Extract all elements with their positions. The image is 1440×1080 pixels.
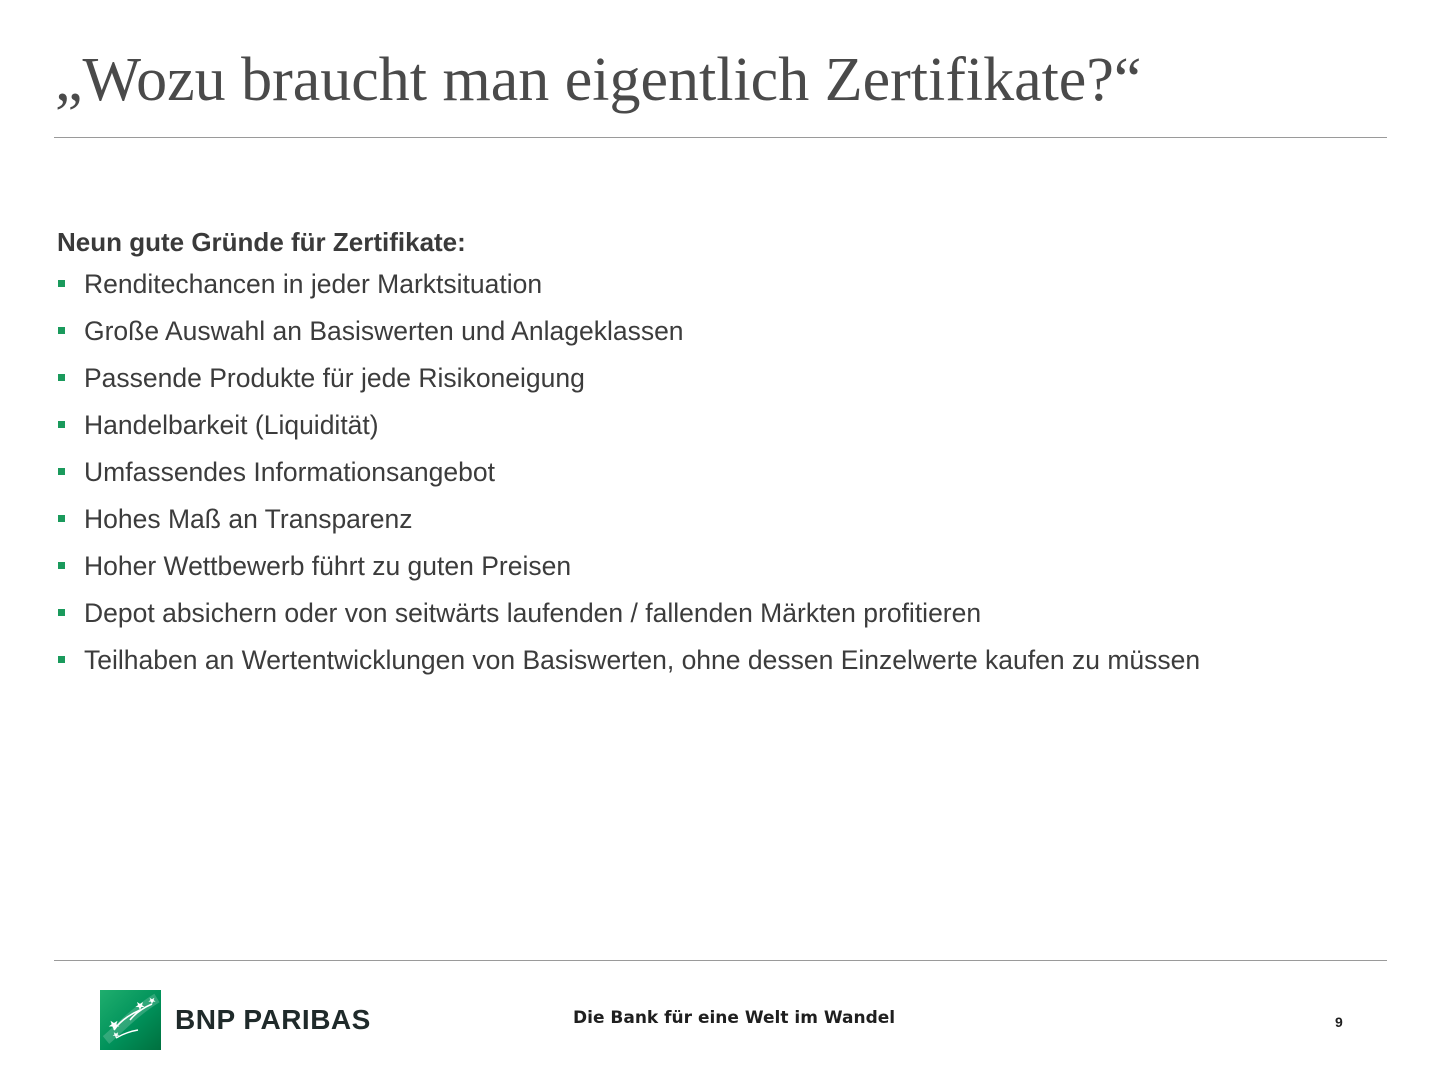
list-item-text: Umfassendes Informationsangebot (84, 456, 495, 487)
list-item (57, 495, 1377, 542)
list-item (57, 401, 1377, 448)
list-item (57, 542, 1377, 589)
list-item-text: Passende Produkte für jede Risikoneigung (84, 362, 585, 393)
list-item (57, 307, 1377, 354)
brand-logo (100, 990, 371, 1050)
list-item (57, 354, 1377, 401)
square-bullet-icon (58, 374, 65, 381)
list-item-text: Depot absichern oder von seitwärts laufenden / fallenden Märkten profitieren (84, 597, 982, 628)
list-item (57, 448, 1377, 495)
reasons-list (57, 260, 1377, 683)
square-bullet-icon (58, 656, 65, 663)
square-bullet-icon (58, 609, 65, 616)
page-number: 9 (1335, 1014, 1343, 1030)
bnp-stars-logo-icon (100, 990, 161, 1050)
list-item (57, 260, 1377, 307)
slide-content (57, 224, 1377, 683)
square-bullet-icon (58, 327, 65, 334)
list-item (57, 636, 1377, 683)
square-bullet-icon (58, 421, 65, 428)
footer-slogan: Die Bank für eine Welt im Wandel (573, 1008, 896, 1028)
slide-title: „Wozu braucht man eigentlich Zertifikate?“ (55, 46, 1142, 114)
square-bullet-icon (58, 562, 65, 569)
list-item-text: Hohes Maß an Transparenz (84, 503, 413, 534)
list-item-text: Hoher Wettbewerb führt zu guten Preisen (84, 550, 572, 581)
square-bullet-icon (58, 468, 65, 475)
list-item (57, 589, 1377, 636)
list-item-text: Handelbarkeit (Liquidität) (84, 409, 379, 440)
square-bullet-icon (58, 515, 65, 522)
intro-heading: Neun gute Gründe für Zertifikate: (57, 227, 466, 257)
brand-name: BNP PARIBAS (175, 1004, 371, 1035)
list-item-text: Große Auswahl an Basiswerten und Anlageklassen (84, 315, 684, 346)
title-divider (54, 137, 1387, 138)
footer-divider (54, 960, 1387, 961)
list-item-text: Renditechancen in jeder Marktsituation (84, 268, 543, 299)
list-item-text: Teilhaben an Wertentwicklungen von Basiswerten, ohne dessen Einzelwerte kaufen zu müssen (84, 644, 1201, 675)
square-bullet-icon (58, 280, 65, 287)
